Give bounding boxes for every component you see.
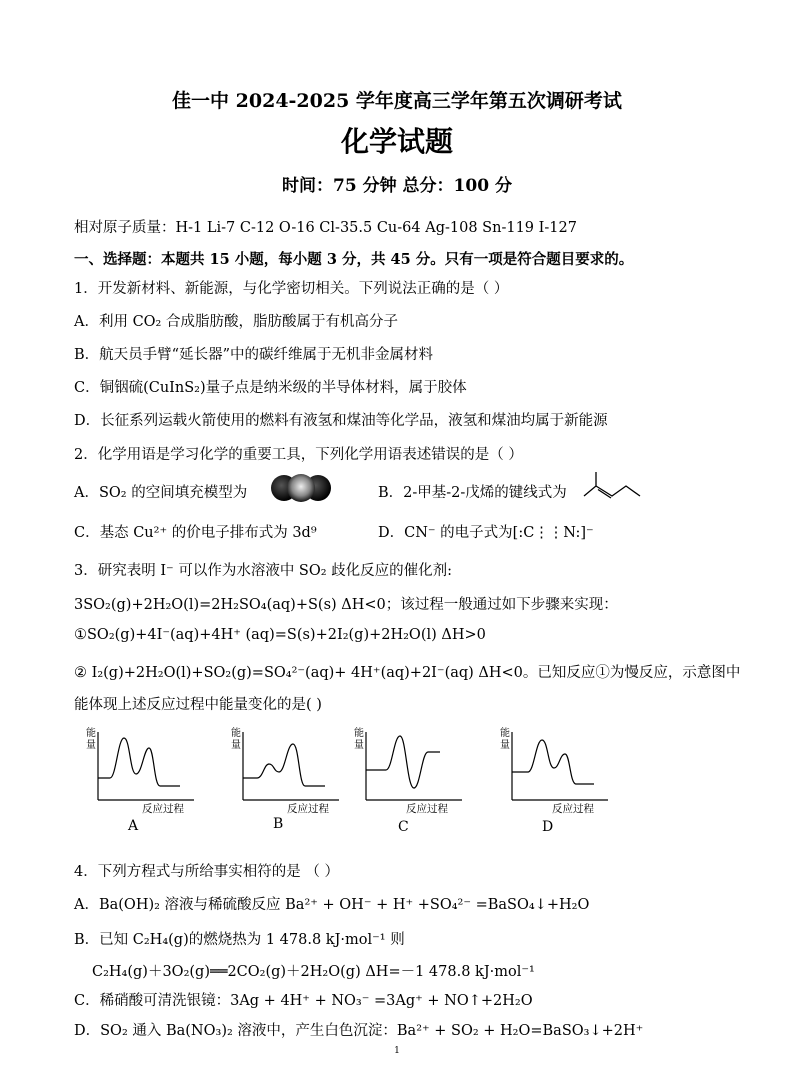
q1-option-c: C．铜铟硫(CuInS₂)量子点是纳米级的半导体材料，属于胶体 bbox=[74, 380, 467, 396]
graph-label-c: C bbox=[398, 819, 409, 835]
y-axis-label: 能量 bbox=[354, 728, 364, 751]
energy-graph-c bbox=[350, 728, 480, 838]
q1-option-a: A．利用 CO₂ 合成脂肪酸，脂肪酸属于有机高分子 bbox=[74, 314, 398, 330]
q2-stem: 2．化学用语是学习化学的重要工具，下列化学用语表述错误的是（ ） bbox=[74, 447, 523, 463]
q4-option-b: B．已知 C₂H₄(g)的燃烧热为 1 478.8 kJ·mol⁻¹ 则 bbox=[74, 932, 405, 948]
q3-stem: 3．研究表明 I⁻ 可以作为水溶液中 SO₂ 歧化反应的催化剂: bbox=[74, 563, 453, 579]
exam-time-info: 时间：75 分钟 总分：100 分 bbox=[282, 176, 512, 196]
q4-option-a: A．Ba(OH)₂ 溶液与稀硫酸反应 Ba²⁺ + OH⁻ + H⁺ +SO₄²⁻ =BaSO₄↓+H₂O bbox=[74, 897, 590, 913]
exam-subject-title: 化学试题 bbox=[340, 125, 453, 158]
q3-step2-equation: ② I₂(g)+2H₂O(l)+SO₂(g)=SO₄²⁻(aq)+ 4H⁺(aq)+2I⁻(aq) ΔH<0。已知反应①为慢反应，示意图中 bbox=[74, 665, 741, 681]
y-axis-label: 能量 bbox=[500, 728, 510, 751]
graph-label-a: A bbox=[128, 818, 139, 834]
x-axis-label: 反应过程 bbox=[552, 803, 594, 815]
q3-step1-equation: ①SO₂(g)+4I⁻(aq)+4H⁺ (aq)=S(s)+2I₂(g)+2H₂O(l) ΔH>0 bbox=[74, 627, 486, 643]
q3-question: 能体现上述反应过程中能量变化的是( ) bbox=[74, 697, 322, 713]
q4-option-d: D．SO₂ 通入 Ba(NO₃)₂ 溶液中，产生白色沉淀：Ba²⁺ + SO₂ + H₂O=BaSO₃↓+2H⁺ bbox=[74, 1023, 644, 1039]
q2-option-d: D．CN⁻ 的电子式为[:C⋮⋮N:]⁻ bbox=[378, 525, 594, 541]
page-number: 1 bbox=[394, 1046, 400, 1056]
q4-option-b-equation: C₂H₄(g)＋3O₂(g)══2CO₂(g)＋2H₂O(g) ΔH=－1 478.8 kJ·mol⁻¹ bbox=[92, 964, 535, 980]
q2-option-b: B．2-甲基-2-戊烯的键线式为 bbox=[378, 485, 567, 501]
q2-option-c: C．基态 Cu²⁺ 的价电子排布式为 3d⁹ bbox=[74, 525, 317, 541]
q3-total-equation: 3SO₂(g)+2H₂O(l)=2H₂SO₄(aq)+S(s) ΔH<0；该过程一般通过如下步骤来实现： bbox=[74, 597, 618, 613]
skeletal-formula-2-methyl-2-pentene bbox=[582, 468, 642, 502]
q4-stem: 4．下列方程式与所给事实相符的是 （ ） bbox=[74, 864, 339, 880]
q2-option-a: A．SO₂ 的空间填充模型为 bbox=[74, 485, 248, 501]
x-axis-label: 反应过程 bbox=[406, 803, 448, 815]
x-axis-label: 反应过程 bbox=[287, 803, 329, 815]
energy-graph-d bbox=[496, 728, 626, 838]
q4-option-c: C．稀硝酸可清洗银镜：3Ag + 4H⁺ + NO₃⁻ =3Ag⁺ + NO↑+2H₂O bbox=[74, 993, 533, 1009]
graph-label-b: B bbox=[273, 816, 284, 832]
q1-option-d: D．长征系列运载火箭使用的燃料有液氢和煤油等化学品，液氢和煤油均属于新能源 bbox=[74, 413, 608, 429]
x-axis-label: 反应过程 bbox=[142, 803, 184, 815]
y-axis-label: 能量 bbox=[86, 728, 96, 751]
energy-graph-a bbox=[82, 728, 212, 838]
q1-option-b: B．航天员手臂“延长器”中的碳纤维属于无机非金属材料 bbox=[74, 347, 433, 363]
energy-graph-b bbox=[227, 728, 357, 838]
exam-school-title: 佳一中 2024-2025 学年度高三学年第五次调研考试 bbox=[172, 90, 622, 112]
so2-space-filling-model bbox=[270, 473, 332, 503]
section-heading: 一、选择题：本题共 15 小题，每小题 3 分，共 45 分。只有一项是符合题目要求的。 bbox=[74, 251, 634, 268]
atomic-masses: 相对原子质量：H-1 Li-7 C-12 O-16 Cl-35.5 Cu-64 Ag-108 Sn-119 I-127 bbox=[74, 220, 577, 236]
y-axis-label: 能量 bbox=[231, 728, 241, 751]
q1-stem: 1．开发新材料、新能源，与化学密切相关。下列说法正确的是（ ） bbox=[74, 281, 509, 297]
graph-label-d: D bbox=[542, 819, 554, 835]
